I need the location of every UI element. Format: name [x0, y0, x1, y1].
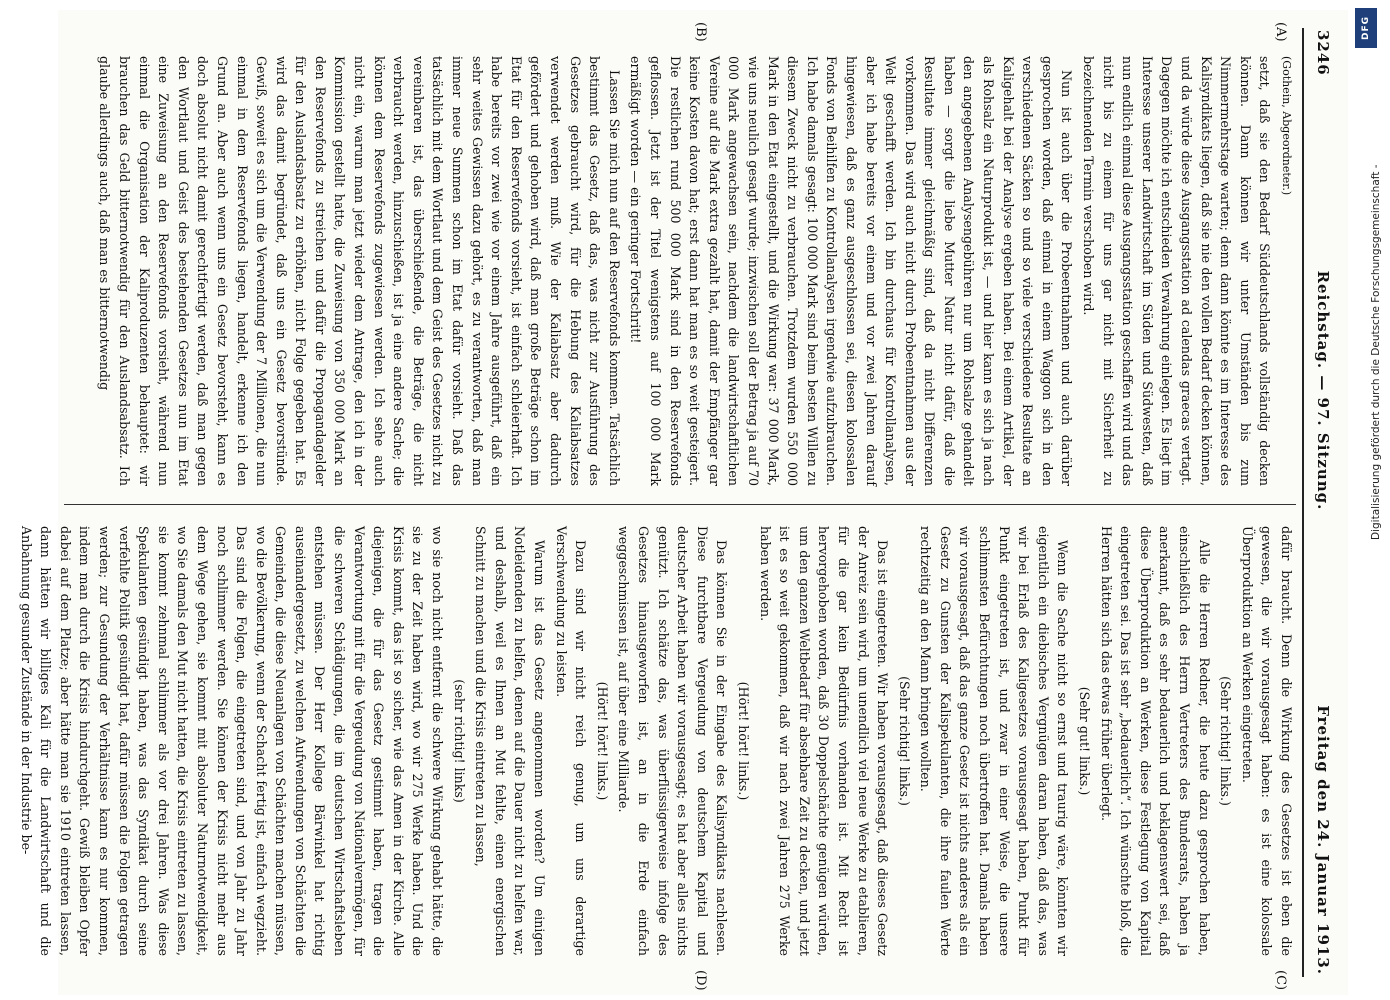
dfg-logo-text: DFG	[1361, 15, 1372, 41]
paragraph: wo sie noch nicht entfernt die schwere Wirkung gehabt hätte, die sie zu der Zeit haben wird, wo wir 275 Werke haben. Und die Krisis kommt, das ist so sicher, wie das Amen in der Kirche. Alle diejenigen, die für das Gesetz gestimmt haben, tragen die Verantwortung mit für die Vergeudung von Nationalvermögen, für die schweren Schädigungen, die im deutschen Wirtschaftsleben entstehen müssen. Der Herr Kollege Bärwinkel hat richtig auseinandergesetzt, zu welchen Aufwendungen von Schächten die Gemeinden, die diese Neuanlagen von Schächten machen müssen, wo die Bevölkerung, wenn der Schacht fertig ist, einfach wegzieht. Das sind die Folgen, die eingetreten sind, und von Jahr zu Jahr noch schlimmer werden. Sie können der Krisis nicht mehr aus dem Wege gehen, sie kommt mit absoluter Naturnotwendigkeit, wo Sie damals den Mut nicht hatten, die Krisis eintreten zu lassen, sie kommt zehnmal schlimmer als vor drei Jahren. Was diese Spekulanten gesündigt haben, was das Syndikat durch seine verfehlte Politik gesündigt hat, dafür müssen die Folgen getragen werden; zur Gesundung der Verhältnisse kann es nur kommen, indem man durch die Krisis hindurchgeht. Gewiß bleiben Opfer dabei auf dem Platze; aber hätte man sie 1910 eintreten lassen, dann hätten wir billiges Kali für die Landwirtschaft und die Anbahnung gesunder Zustände in der Industrie be-	[18, 526, 446, 956]
paragraph: Dazu sind wir nicht reich genug, um uns derartige Verschwendung zu leisten.	[553, 526, 589, 956]
paragraph: Nun ist auch über die Probeentnahmen und auch darüber gesprochen worden, daß einmal in einem Waggon sich in den verschiedenen Säcken so und so viele verschiedene Resultate an Kaligehalt bei der Analyse ergeben haben. Bei einem Artikel, der als Rohsalz ein Naturprodukt ist, — und hier kann es sich ja nach den angegebenen Analysengebühren nur um Rohsalze gehandelt haben — sorgt die liebe Mutter Natur nicht dafür, daß die Resultate immer gleichmäßig sind, daß da nicht Differenzen vorkommen. Das wird auch nicht durch Probeentnahmen aus der Welt geschafft werden. Ich bin durchaus für Kontrollanalysen, aber ich habe bereits vor einem und vor zwei Jahren darauf hingewiesen, daß es ganz ausgeschlossen sei, diesen kolossalen Fonds von Beihilfen zu Kontrollanalysen irgendwie aufzubrauchen. Ich habe damals gesagt: 100 000 Mark sind beim besten Willen zu diesem Zweck nicht zu verbrauchen. Trotzdem wurden 550 000 Mark in den Etat eingestellt, und die Wirkung war: 37 000 Mark, wie uns neulich gesagt wurde; inzwischen soll der Betrag ja auf 70 000 Mark angewachsen sein, nachdem die landwirtschaftlichen Vereine auf die Mark extra gezahlt hat, damit der Empfänger gar keine Kosten davon hat; erst dann hat man es so weit gesteigert. Die restlichen rund 500 000 Mark sind in den Reservefonds geflossen. Jetzt ist der Titel wenigstens auf 100 000 Mark ermäßigt worden — ein geringer Fortschritt!	[628, 56, 1075, 486]
paragraph: Das können Sie in der Eingabe des Kalisyndikats nachlesen. Diese furchtbare Vergeudung von deutschem Kapital und deutscher Arbeit haben wir vorausgesagt; es hat aber alles nichts genützt. Ich schätze das, was überflüssigerweise infolge des Gesetzes hinausgeworfen ist, an in die Erde einfach weggeschmissen ist, auf über eine Milliarde.	[616, 526, 730, 956]
margin-marker-a: (A)	[1273, 22, 1288, 42]
interjection: (Sehr richtig! links.)	[1218, 676, 1234, 806]
interjection: (Sehr richtig! links.)	[896, 676, 912, 806]
paragraph: Warum ist das Gesetz angenommen worden? Um einigen Notleidenden zu helfen, denen auf die Dauer nicht zu helfen war, und deshalb, weil es Ihnen an Mut fehlte, einen energischen Schnitt zu machen und die Krisis eintreten zu lassen,	[473, 526, 548, 956]
header-left-title: Reichstag. — 97. Sitzung.	[1314, 270, 1332, 511]
interjection: (Sehr gut! links.)	[1077, 686, 1093, 796]
speaker-tag: (Gothein, Abgeordneter.)	[1280, 56, 1293, 196]
interjection: (Hört! hört! links.)	[735, 681, 751, 801]
page-header	[1306, 30, 1340, 975]
margin-marker-c: (C)	[1273, 970, 1288, 991]
paragraph: setzt, daß sie den Bedarf Süddeutschlands vollständig decken können. Dann können wir unter Umständen bis zum Nimmermehrstage warten; denn dann könnte es im Interesse des Kalisyndikats liegen, daß sie nie den vollen Bedarf decken können, und da würde diese Ausgangsstation ad calendas graecas vertagt. Dagegen möchte ich entschieden Verwahrung einlegen. Es liegt im Interesse unserer Landwirtschaft im Süden und Südwesten, daß nun endlich einmal diese Ausgangsstation geschaffen wird und das nicht bis zu einem für uns gar nicht mit Sicherheit zu bezeichnenden Termin verschoben wird.	[1081, 56, 1273, 486]
paragraph: Lassen Sie mich nun auf den Reservefonds kommen. Tatsächlich bestimmt das Gesetz, daß das, was nicht zur Ausführung des Gesetzes gebraucht wird, für die Hebung des Kaliabsatzes verwendet werden muß. Wie der Kaliabsatz aber dadurch gefördert und gehoben wird, daß man große Beträge schon im Etat für den Reservefonds vorsieht, ist einfach schleierhaft. Ich habe bereits vor zwei wie vor einem Jahre ausgeführt, daß ein sehr weites Gewissen dazu gehört, es zu verantworten, daß man immer neue Summen schon im Etat dafür vorsieht. Daß das tatsächlich mit dem Wortlaut und dem Geist des Gesetzes nicht zu vereinbaren ist, das überschießende, die Beträge, die nicht verbraucht werden, hinzuschießen, ist ja eine andere Sache; die können dem Reservefonds zugewiesen werden. Ich sehe auch nicht ein, warum man jetzt wieder dem Antrage, den ich in der Kommission gestellt hatte, die Zuweisung von 350 000 Mark an den Reservefonds zu streichen und dafür die Propagandagelder für den Auslandsabsatz zu erhöhen, nicht Folge gegeben hat. Es wird das damit begründet, daß uns ein Gesetz bevorstünde. Gewiß, soweit es sich um die Verwendung der 7 Millionen, die nun einmal in dem Reservefonds liegen, handelt, erkenne ich den Grund an. Aber auch wenn uns ein Gesetz bevorsteht, kann es doch absolut nicht damit gerechtfertigt werden, daß man gegen den Wortlaut und Geist des bestehenden Gesetzes nun im Etat eine Zuweisung an den Reservefonds vorsieht, während nun einmal die Organisation der Kaliproduzenten behauptet: wir brauchen das Geld bitternotwendig für den Auslandsabsatz. Ich glaube allerdings auch, daß man es bitternotwendig	[97, 56, 622, 486]
interjection: (sehr richtig! links)	[451, 679, 467, 803]
scanned-page	[18, 10, 1348, 995]
left-column	[64, 56, 1296, 486]
header-rule	[1302, 28, 1304, 977]
right-column	[18, 526, 1296, 956]
paragraph: dafür braucht. Denn die Wirkung des Gesetzes ist eben die gewesen, die wir vorausgesagt haben: es ist eine kolossale Überproduktion an Werken eingetreten.	[1239, 526, 1294, 956]
interjection: (Hört! hört! links.)	[594, 681, 610, 801]
paragraph: Das ist eingetreten. Wir haben vorausgesagt, daß dieses Gesetz der Anreiz sein wird, um unendlich viel neue Werke zu etablieren, für die gar kein Bedürfnis vorhanden ist. Mit Recht ist hervorgehoben worden, daß 30 Doppelschächte genügen würden, um den ganzen Weltbedarf für absehbare Zeit zu decken, und jetzt ist es so weit gekommen, daß wir nach zwei Jahren 275 Werke haben werden.	[757, 526, 891, 956]
digitization-credit: Digitalisierung gefördert durch die Deutsche Forschungsgemeinschaft -	[1370, 164, 1382, 540]
header-right-title: Freitag den 24. Januar 1913.	[1314, 705, 1332, 975]
margin-marker-b: (B)	[693, 22, 708, 42]
rotated-page-content	[18, 10, 1348, 995]
paragraph: Alle die Herren Redner, die heute dazu gesprochen haben, einschließlich des Herrn Vertreters des Bundesrats, haben ja anerkannt, daß es sehr bedauerlich und beklagenswert sei, daß diese Überproduktion an Werken, diese Festlegung von Kapital eingetreten sei. Das ist sehr „bedauerlich“. Ich wünschte bloß, die Herren hätten sich das etwas früher überlegt.	[1098, 526, 1212, 956]
paragraph: Wenn die Sache nicht so ernst und traurig wäre, könnten wir eigentlich ein diebisches Vergnügen daran haben, daß das, was wir bei Erlaß des Kaligesetzes vorausgesagt haben, Punkt für Punkt eingetreten ist, und zwar in einer Weise, die unsere schlimmsten Befürchtungen noch übertroffen hat. Damals haben wir vorausgesagt, daß das ganze Gesetz ist nichts anderes als ein Gesetz zu Gunsten der Kalispekulanten, die ihre faulen Werte rechtzeitig an den Mann bringen wollten.	[918, 526, 1071, 956]
column-divider	[64, 504, 1296, 505]
margin-marker-d: (D)	[693, 970, 708, 991]
page-number: 3246	[1314, 30, 1332, 76]
